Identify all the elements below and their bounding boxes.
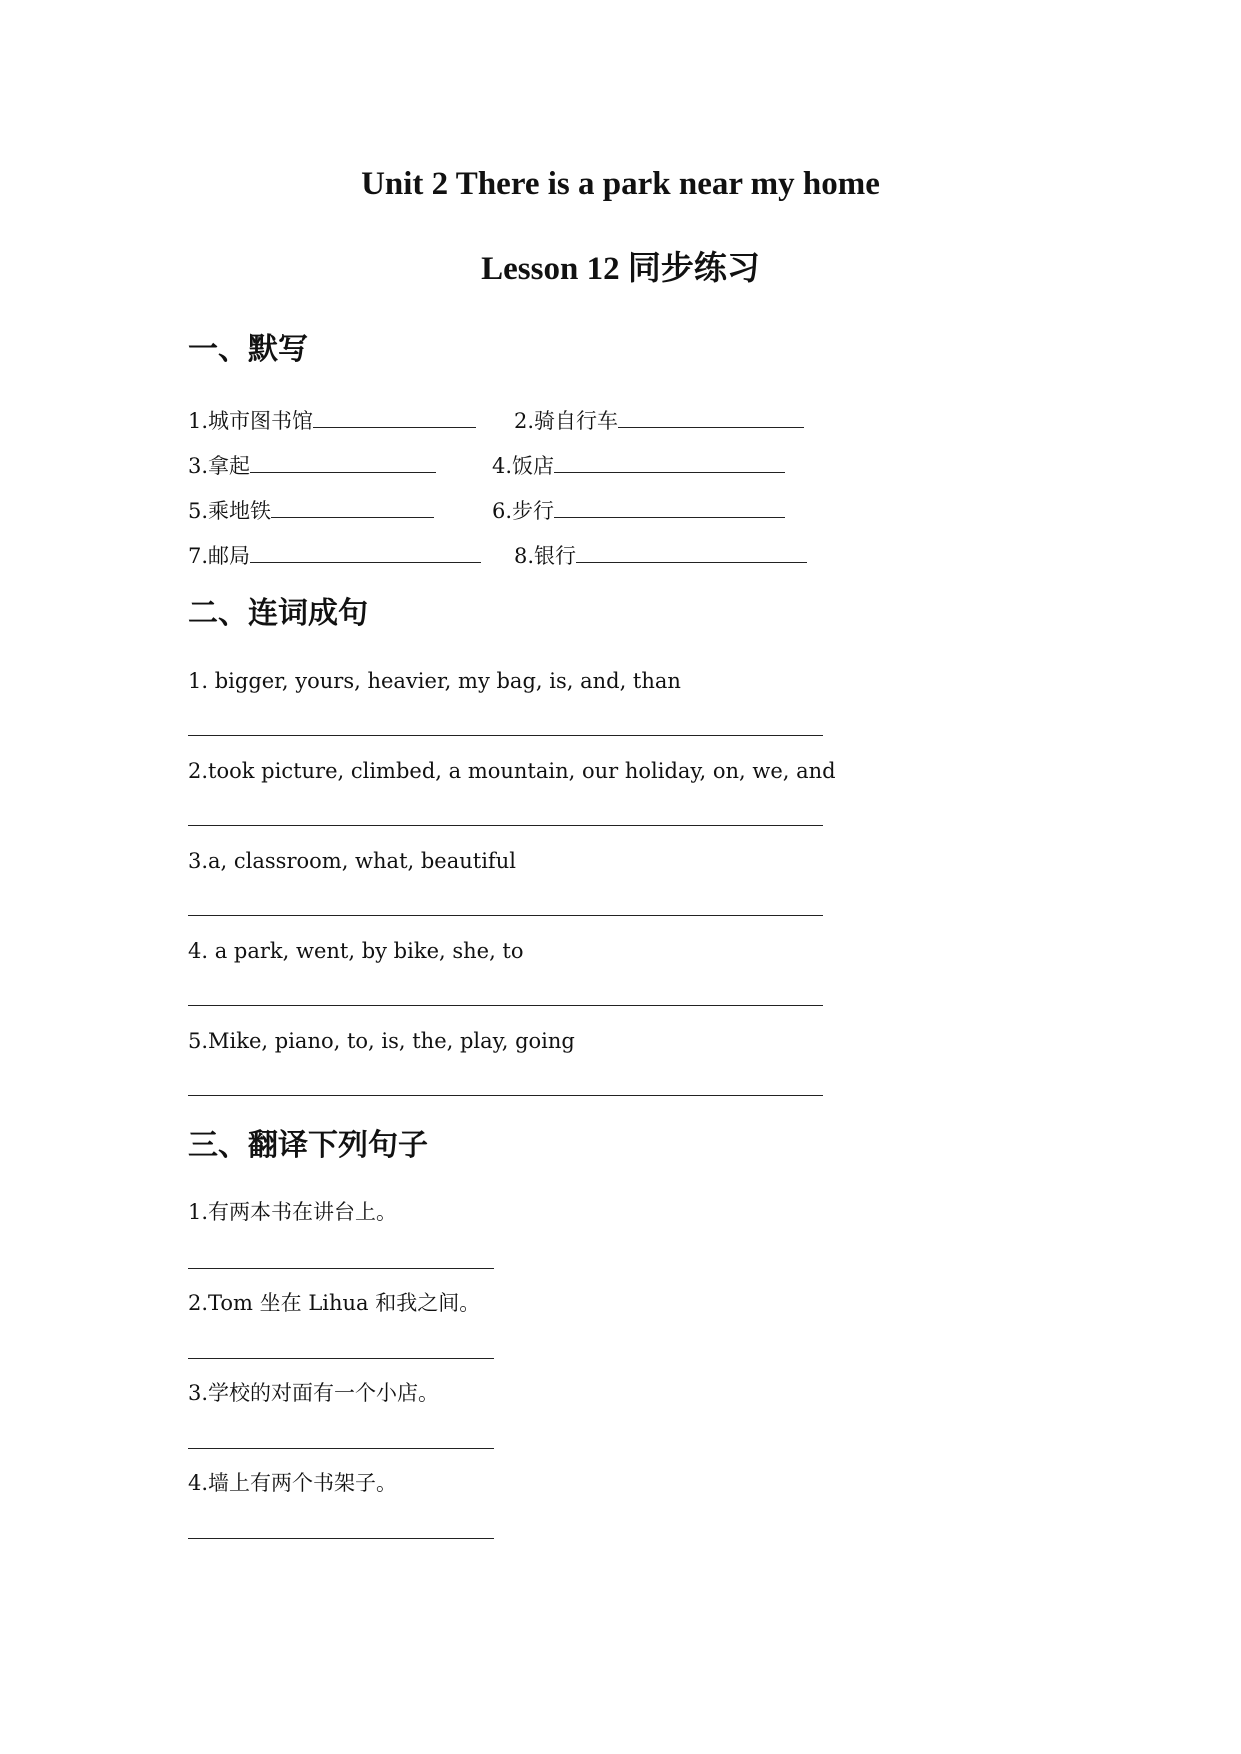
dictation-label: 7.邮局	[188, 544, 251, 568]
translation-prompt-3: 3.学校的对面有一个小店。	[188, 1381, 440, 1405]
dictation-blank[interactable]	[576, 540, 807, 563]
dictation-item-2	[514, 405, 804, 435]
dictation-blank[interactable]	[250, 540, 481, 563]
dictation-label: 4.饭店	[492, 454, 555, 478]
dictation-label: 2.骑自行车	[514, 409, 619, 433]
dictation-item-1	[188, 405, 476, 435]
word-order-answer-line-5[interactable]	[188, 1095, 823, 1096]
dictation-label: 3.拿起	[188, 454, 251, 478]
word-order-answer-line-1[interactable]	[188, 735, 823, 736]
page-title: Unit 2 There is a park near my home	[361, 166, 880, 202]
dictation-item-4	[492, 450, 785, 480]
dictation-blank[interactable]	[618, 405, 804, 428]
translation-prompt-2: 2.Tom 坐在 Lihua 和我之间。	[188, 1291, 481, 1315]
dictation-item-7	[188, 540, 481, 570]
dictation-label: 1.城市图书馆	[188, 409, 314, 433]
dictation-item-3	[188, 450, 436, 480]
dictation-label: 6.步行	[492, 499, 555, 523]
translation-answer-line-4[interactable]	[188, 1538, 494, 1539]
translation-prompt-1: 1.有两本书在讲台上。	[188, 1200, 398, 1224]
dictation-item-5	[188, 495, 434, 525]
dictation-label: 8.银行	[514, 544, 577, 568]
translation-answer-line-1[interactable]	[188, 1268, 494, 1269]
section-heading-dictation: 一、默写	[188, 332, 308, 367]
word-order-prompt-4: 4. a park, went, by bike, she, to	[188, 939, 524, 963]
dictation-label: 5.乘地铁	[188, 499, 272, 523]
word-order-answer-line-4[interactable]	[188, 1005, 823, 1006]
dictation-blank[interactable]	[554, 450, 785, 473]
word-order-prompt-3: 3.a, classroom, what, beautiful	[188, 849, 516, 873]
dictation-blank[interactable]	[313, 405, 476, 428]
word-order-prompt-5: 5.Mike, piano, to, is, the, play, going	[188, 1029, 575, 1053]
word-order-answer-line-3[interactable]	[188, 915, 823, 916]
translation-prompt-4: 4.墙上有两个书架子。	[188, 1471, 398, 1495]
dictation-blank[interactable]	[271, 495, 434, 518]
word-order-prompt-2: 2.took picture, climbed, a mountain, our holiday, on, we, and	[188, 759, 836, 783]
section-heading-word-order: 二、连词成句	[188, 596, 368, 631]
word-order-prompt-1: 1. bigger, yours, heavier, my bag, is, and, than	[188, 669, 681, 693]
word-order-answer-line-2[interactable]	[188, 825, 823, 826]
dictation-blank[interactable]	[250, 450, 436, 473]
dictation-blank[interactable]	[554, 495, 785, 518]
dictation-item-6	[492, 495, 785, 525]
dictation-item-8	[514, 540, 807, 570]
translation-answer-line-2[interactable]	[188, 1358, 494, 1359]
section-heading-translation: 三、翻译下列句子	[188, 1128, 428, 1163]
translation-answer-line-3[interactable]	[188, 1448, 494, 1449]
page-subtitle: Lesson 12 同步练习	[481, 251, 760, 287]
